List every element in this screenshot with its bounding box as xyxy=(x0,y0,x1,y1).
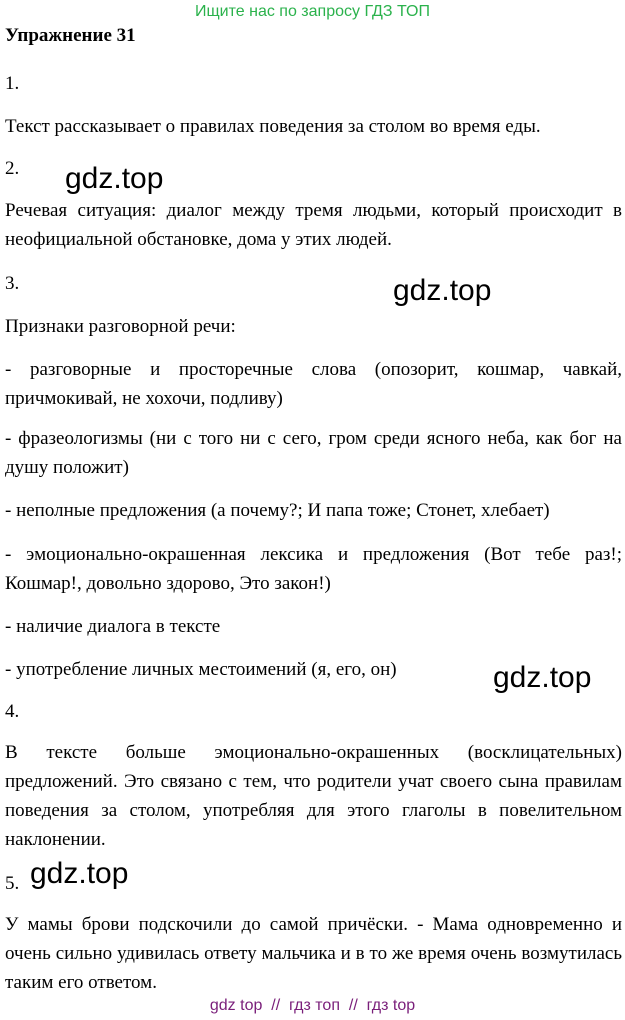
watermark: gdz.top xyxy=(493,661,592,694)
section-number-3: 3. xyxy=(5,273,20,294)
answer-paragraph: Текст рассказывает о правилах поведения за столом во время еды. xyxy=(5,116,541,137)
answer-paragraph: Признаки разговорной речи: xyxy=(5,316,236,337)
list-item: - фразеологизмы (ни с того ни с сего, гром среди ясного неба, как бог на душу положит) xyxy=(5,428,622,478)
top-banner[interactable]: Ищите нас по запросу ГДЗ ТОП xyxy=(195,3,430,20)
watermark: gdz.top xyxy=(393,274,492,307)
watermark: gdz.top xyxy=(30,857,129,890)
list-item: - эмоционально-окрашенная лексика и предложения (Вот тебе раз!; Кошмар!, довольно здорово, Это закон!) xyxy=(5,544,622,594)
exercise-title: Упражнение 31 xyxy=(5,25,136,46)
answer-paragraph: В тексте больше эмоционально-окрашенных (восклицательных) предложений. Это связано с тем, что родители учат своего сына правилам поведения за столом, употребляя для этого глаголы в повелительном наклонении. xyxy=(5,742,622,850)
answer-paragraph: Речевая ситуация: диалог между тремя людьми, который происходит в неофициальной обстановке, дома у этих людей. xyxy=(5,200,622,250)
section-number-2: 2. xyxy=(5,158,20,179)
section-number-4: 4. xyxy=(5,701,20,722)
footer-links[interactable]: gdz top // гдз топ // гдз top xyxy=(209,997,416,1014)
list-item: - неполные предложения (а почему?; И папа тоже; Стонет, хлебает) xyxy=(5,500,550,521)
list-item: - наличие диалога в тексте xyxy=(5,616,221,637)
watermark: gdz.top xyxy=(65,162,164,195)
answer-paragraph: У мамы брови подскочили до самой причёски. - Мама одновременно и очень сильно удивилась ответу мальчика и в то же время очень возмутилась таким его ответом. xyxy=(5,914,622,993)
section-number-5: 5. xyxy=(5,873,20,894)
list-item: - употребление личных местоимений (я, его, он) xyxy=(5,659,397,680)
section-number-1: 1. xyxy=(5,73,20,94)
list-item: - разговорные и просторечные слова (опозорит, кошмар, чавкай, причмокивай, не хохочи, подливу) xyxy=(5,359,622,409)
